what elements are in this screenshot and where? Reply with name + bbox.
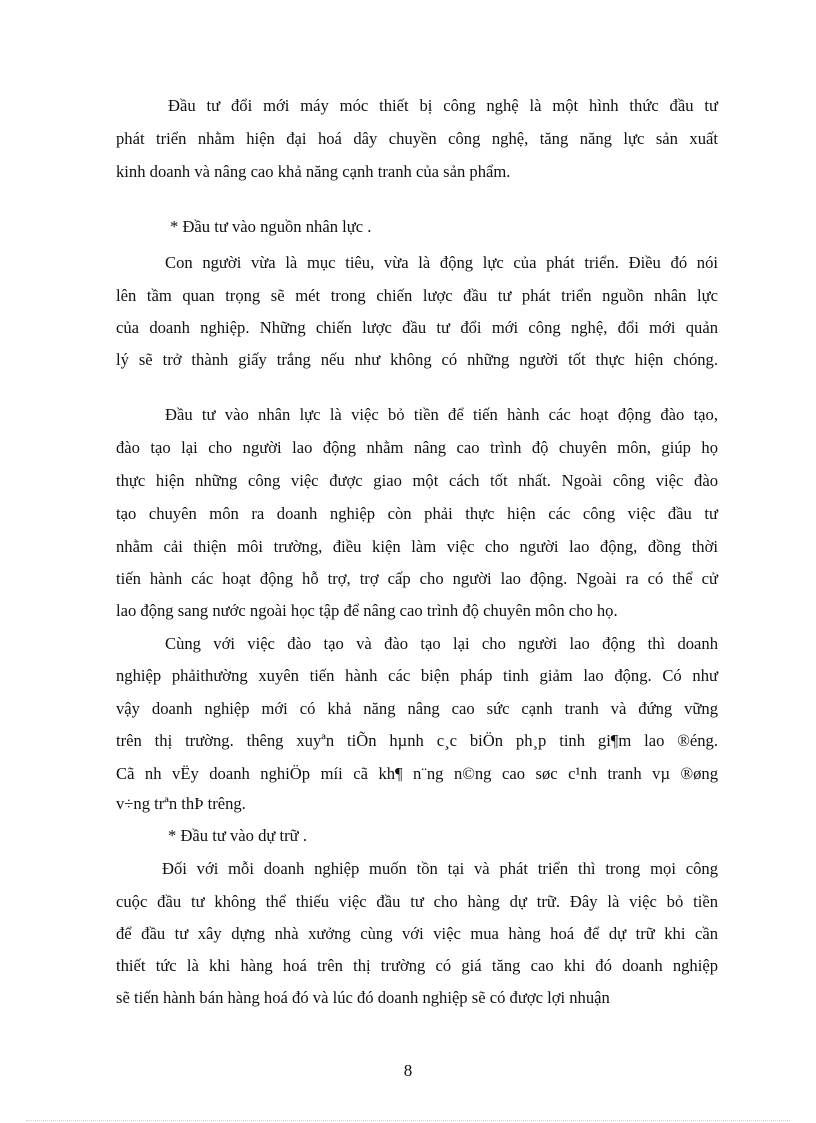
paragraph-line: Cùng với việc đào tạo và đào tạo lại cho người lao động thì doanh: [165, 634, 718, 653]
paragraph-line: Đầu tư đổi mới máy móc thiết bị công nghệ là một hình thức đầu tư: [168, 96, 718, 115]
paragraph-line: v÷ng trªn thÞ trêng.: [116, 794, 246, 813]
paragraph-line: thiết tức là khi hàng hoá trên thị trường có giá tăng cao khi đó doanh nghiệp: [116, 956, 718, 975]
paragraph-line: thực hiện những công việc được giao một cách tốt nhất. Ngoài công việc đào: [116, 471, 718, 490]
paragraph-line: nghiệp phảithường xuyên tiến hành các biện pháp tinh giảm lao động. Có như: [116, 666, 718, 685]
paragraph-line: lao động sang nước ngoài học tập để nâng cao trình độ chuyên môn cho họ.: [116, 601, 618, 620]
page-number: 8: [403, 1061, 413, 1080]
paragraph-line: kinh doanh và nâng cao khả năng cạnh tranh của sản phẩm.: [116, 162, 511, 181]
paragraph-line: đào tạo lại cho người lao động nhằm nâng cao trình độ chuyên môn, giúp họ: [116, 438, 718, 457]
paragraph-line: để đầu tư xây dựng nhà xưởng cùng với việc mua hàng hoá để dự trữ khi cần: [116, 924, 718, 943]
paragraph-line: nhằm cải thiện môi trường, điều kiện làm việc cho người lao động, đồng thời: [116, 537, 718, 556]
paragraph-line: lên tầm quan trọng sẽ mét trong chiến lược đầu tư phát triển nguồn nhân lực: [116, 286, 718, 305]
paragraph-line: trên thị trường. thêng xuyªn tiÕn hµnh c¸c biÖn ph¸p tinh gi¶m lao ®éng.: [116, 731, 718, 750]
page-bottom-divider: [26, 1120, 790, 1121]
paragraph-line: vậy doanh nghiệp mới có khả năng nâng cao sức cạnh tranh và đứng vững: [116, 699, 718, 718]
paragraph-line: tạo chuyên môn ra doanh nghiệp còn phải thực hiện các công việc đầu tư: [116, 504, 718, 523]
section-heading: * Đầu tư vào dự trữ .: [168, 826, 307, 845]
paragraph-line: sẽ tiến hành bán hàng hoá đó và lúc đó doanh nghiệp sẽ có được lợi nhuận: [116, 988, 610, 1007]
paragraph-line: Đầu tư vào nhân lực là việc bỏ tiền để tiến hành các hoạt động đào tạo,: [165, 405, 718, 424]
paragraph-line: của doanh nghiệp. Những chiến lược đầu tư đổi mới công nghệ, đổi mới quản: [116, 318, 718, 337]
paragraph-line: cuộc đầu tư không thể thiếu việc đầu tư cho hàng dự trữ. Đây là việc bỏ tiền: [116, 892, 718, 911]
paragraph-line: tiến hành các hoạt động hỗ trợ, trợ cấp cho người lao động. Ngoài ra có thể cử: [116, 569, 718, 588]
paragraph-line: Đối với mỗi doanh nghiệp muốn tồn tại và phát triển thì trong mọi công: [162, 859, 718, 878]
paragraph-line: lý sẽ trở thành giấy trắng nếu như không có những người tốt thực hiện chóng.: [116, 350, 718, 369]
paragraph-line: phát triển nhằm hiện đại hoá dây chuyền công nghệ, tăng năng lực sản xuất: [116, 129, 718, 148]
paragraph-line: Cã nh vËy doanh nghiÖp míi cã kh¶ n¨ng n©ng cao søc c¹nh tranh vµ ®øng: [116, 764, 718, 783]
paragraph-line: Con người vừa là mục tiêu, vừa là động lực của phát triển. Điều đó nói: [165, 253, 718, 272]
section-heading: * Đầu tư vào nguồn nhân lực .: [170, 217, 372, 236]
